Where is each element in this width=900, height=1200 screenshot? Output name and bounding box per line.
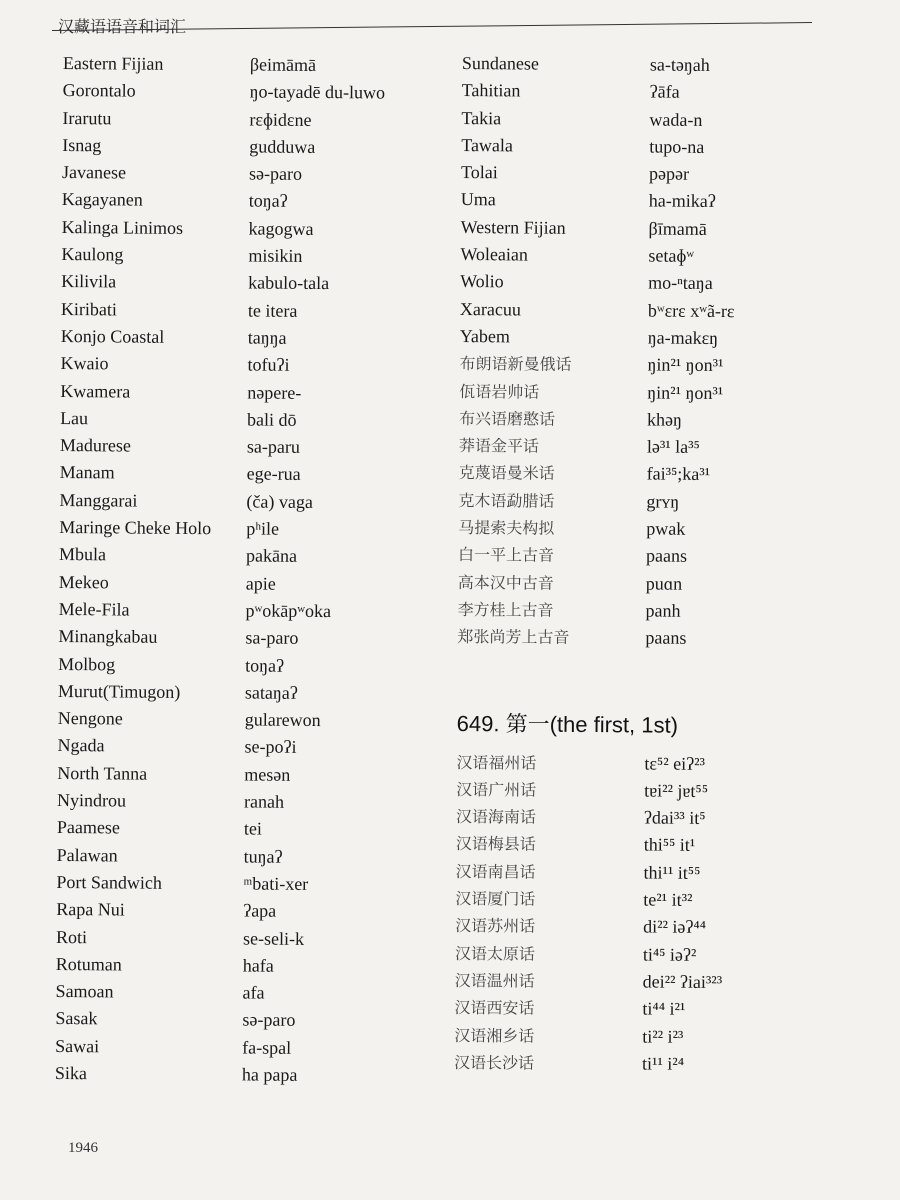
entry-form: khəŋ — [647, 409, 683, 430]
entry-form: gularewon — [244, 709, 321, 731]
entry-language: 莽语金平话 — [458, 436, 539, 456]
entry-language: Kiribati — [60, 298, 118, 320]
entry-language: Madurese — [59, 435, 131, 456]
entry-language: Western Fijian — [460, 216, 566, 238]
entry-row — [458, 487, 733, 516]
entry-form: ᵐbati-xer — [243, 873, 309, 894]
entry-language: 汉语海南话 — [455, 807, 537, 827]
entry-row — [455, 912, 730, 941]
entry-form: sa-təŋah — [649, 54, 710, 75]
entry-form: thi¹¹ it⁵⁵ — [643, 862, 701, 883]
entry-form: nəpere- — [247, 382, 302, 403]
entry-language: Javanese — [61, 162, 127, 183]
entry-form: gudduwa — [249, 136, 316, 157]
entry-row — [60, 378, 383, 408]
entry-row — [55, 1005, 378, 1035]
entry-form: kagogwa — [248, 218, 314, 239]
entry-form: bali dō — [247, 409, 297, 430]
entry-language: Kalinga Linimos — [61, 216, 184, 238]
entry-language: 汉语苏州话 — [455, 916, 536, 936]
entry-form: paans — [645, 545, 688, 567]
entry-row — [57, 787, 380, 817]
entry-row — [63, 50, 386, 80]
entry-language: 高本汉中古音 — [457, 572, 554, 593]
entry-form: mo-ⁿtaŋa — [648, 272, 713, 294]
entry-form: pʷokāpʷoka — [245, 600, 332, 622]
entry-language: 佤语岩帅话 — [459, 381, 540, 402]
entry-form: βīmamā — [648, 218, 707, 239]
entry-form: ʔāfa — [649, 81, 680, 103]
entry-language: Mbula — [58, 544, 107, 565]
entry-row — [458, 569, 733, 598]
entry-language: 汉语广州话 — [456, 779, 537, 800]
entry-language: Konjo Coastal — [60, 325, 165, 347]
entry-language: Mekeo — [58, 571, 109, 593]
entry-row — [459, 459, 734, 488]
entry-language: 汉语太原话 — [454, 943, 535, 964]
entry-language: 汉语湘乡话 — [454, 1025, 535, 1046]
entry-row — [55, 1060, 378, 1090]
entry-language: Woleaian — [460, 244, 529, 265]
entry-language: Murut(Timugon) — [57, 680, 181, 702]
entry-row — [56, 869, 379, 899]
entry-row — [61, 323, 384, 353]
entry-row — [457, 596, 732, 625]
entry-row — [456, 749, 731, 778]
entry-row — [59, 569, 382, 599]
entry-language: Irarutu — [62, 107, 112, 128]
entry-row — [455, 940, 730, 969]
entry-language: Sundanese — [461, 52, 539, 74]
entry-language: 布朗语新曼俄话 — [459, 354, 572, 375]
entry-row — [56, 951, 379, 981]
entry-language: 汉语福州话 — [456, 752, 537, 773]
entry-form: ti⁴⁴ i²¹ — [642, 998, 686, 1019]
entry-language: 克木语勐腊话 — [458, 490, 555, 511]
right-column — [454, 50, 737, 1078]
entry-row — [61, 268, 384, 298]
entry-language: Tahitian — [461, 80, 521, 101]
entry-form: pakāna — [245, 545, 298, 567]
entry-row — [59, 514, 382, 544]
entry-language: Ngada — [57, 735, 105, 756]
entry-form: pəpər — [648, 163, 690, 184]
entry-language: Tawala — [461, 134, 514, 156]
entry-row — [56, 923, 379, 953]
entry-language: Nengone — [57, 708, 123, 729]
running-head: 汉藏语语音和词汇 — [58, 19, 187, 36]
entry-language: Tolai — [460, 162, 498, 183]
entry-form: paans — [645, 627, 687, 649]
entry-language: 汉语南昌话 — [455, 861, 536, 882]
entry-row — [59, 541, 382, 571]
page-number: 1946 — [68, 1140, 98, 1156]
entry-row — [456, 776, 731, 805]
entry-language: Xaracuu — [459, 298, 522, 320]
entry-row — [61, 241, 384, 271]
entry-form: taŋŋa — [247, 327, 287, 348]
entry-language: 汉语厦门话 — [455, 888, 536, 909]
entry-row — [60, 350, 383, 380]
entry-language: Eastern Fijian — [62, 52, 164, 74]
entry-row — [455, 885, 730, 914]
entry-row — [56, 896, 379, 926]
entry-language: 郑张尚芳上古音 — [457, 627, 570, 648]
entry-row — [57, 732, 380, 762]
entry-form: toŋaʔ — [248, 190, 288, 212]
entry-row — [461, 159, 736, 188]
entry-row — [60, 405, 383, 435]
entry-language: Sika — [54, 1062, 88, 1084]
entry-language: 马提索夫构拟 — [458, 518, 555, 538]
entry-language: Isnag — [62, 134, 102, 156]
entry-form: dei²² ʔiai³²³ — [642, 971, 723, 992]
entry-form: thi⁵⁵ it¹ — [643, 834, 696, 856]
entry-form: te²¹ it³² — [643, 889, 693, 910]
entry-row — [462, 50, 737, 79]
entry-row — [455, 967, 730, 996]
entry-form: puɑn — [645, 573, 683, 594]
entry-language: Takia — [461, 107, 502, 128]
entry-form: ranah — [244, 791, 285, 812]
entry-row — [460, 323, 735, 352]
entry-language: Kagayanen — [61, 189, 143, 211]
entry-form: ʔdai³³ it⁵ — [643, 807, 706, 829]
entry-row — [62, 186, 385, 216]
entry-language: Lau — [60, 407, 89, 429]
entry-form: rɛɸidɛne — [249, 109, 312, 130]
entry-form: sa-paro — [245, 627, 299, 649]
section-heading: 649. 第一(the first, 1st) — [456, 710, 679, 738]
entry-row — [460, 214, 735, 243]
entry-row — [61, 214, 384, 244]
entry-form: se-poʔi — [244, 736, 297, 758]
entry-row — [58, 651, 381, 681]
entry-form: fa-spal — [242, 1037, 292, 1058]
entry-form: ŋin²¹ ŋon³¹ — [647, 382, 724, 403]
entry-row — [58, 596, 381, 626]
entry-language: Molbog — [58, 653, 116, 674]
entry-form: te itera — [247, 300, 298, 321]
entry-form: ŋa-makɛŋ — [647, 327, 719, 348]
entry-form: wada-n — [649, 109, 703, 130]
entry-row — [57, 760, 380, 790]
entry-row — [60, 459, 383, 489]
entry-row — [460, 296, 735, 325]
entry-row — [55, 1033, 378, 1063]
entry-row — [60, 432, 383, 462]
entry-language: Samoan — [55, 981, 114, 1002]
entry-language: Palawan — [56, 844, 118, 866]
entry-row — [55, 978, 378, 1008]
section-entry-list — [454, 749, 731, 1079]
entry-language: Rotuman — [55, 953, 122, 975]
entry-language: Rapa Nui — [56, 899, 125, 920]
entry-row — [458, 541, 733, 570]
entry-form: sataŋaʔ — [244, 682, 298, 703]
entry-language: Minangkabau — [58, 626, 158, 647]
entry-language: Manggarai — [59, 489, 138, 511]
entry-language: Wolio — [460, 271, 504, 292]
entry-form: ti¹¹ i²⁴ — [641, 1053, 685, 1074]
entry-language: Mele-Fila — [58, 598, 130, 620]
entry-row — [459, 432, 734, 461]
entry-row — [454, 1021, 729, 1050]
entry-form: ti²² i²³ — [642, 1025, 684, 1047]
entry-language: Port Sandwich — [56, 871, 163, 893]
entry-row — [457, 623, 732, 652]
entry-form: mesən — [244, 764, 291, 785]
entry-form: setaɸʷ — [648, 245, 695, 266]
entry-form: ŋo-tayadē du-luwo — [249, 81, 386, 103]
entry-form: se-seli-k — [242, 927, 305, 949]
entry-row — [62, 132, 385, 162]
entry-form: toŋaʔ — [245, 654, 285, 676]
entry-language: Kilivila — [61, 271, 117, 292]
entry-row — [57, 842, 380, 872]
entry-language: Kwaio — [60, 353, 109, 374]
entry-language: 汉语西安话 — [454, 998, 535, 1018]
entry-form: tɛ⁵² eiʔ²³ — [644, 752, 705, 774]
entry-language: 白一平上古音 — [457, 545, 555, 566]
entry-form: tuŋaʔ — [243, 846, 283, 867]
entry-form: pwak — [646, 518, 686, 539]
entry-row — [61, 296, 384, 326]
entry-form: ha-mikaʔ — [648, 190, 716, 212]
entry-form: ʔapa — [243, 900, 277, 921]
entry-form: apie — [245, 573, 276, 594]
entry-form: grʏŋ — [646, 491, 680, 512]
entry-row — [462, 77, 737, 106]
entry-form: ti⁴⁵ iəʔ² — [642, 944, 697, 965]
entry-form: hafa — [242, 955, 274, 976]
entry-language: Kaulong — [61, 244, 124, 265]
entry-row — [461, 105, 736, 134]
entry-form: tupo-na — [649, 136, 705, 157]
entry-row — [58, 623, 381, 653]
entry-form: bʷɛrɛ xʷã-rɛ — [647, 300, 735, 321]
entry-language: Uma — [460, 189, 496, 210]
entry-form: sa-paru — [246, 436, 300, 458]
entry-form: pʰile — [246, 518, 280, 539]
entry-form: afa — [242, 982, 265, 1003]
entry-row — [456, 803, 731, 832]
entry-row — [59, 487, 382, 517]
entry-row — [454, 1049, 729, 1078]
entry-language: Manam — [59, 462, 115, 483]
entry-row — [458, 514, 733, 543]
entry-form: panh — [645, 600, 681, 621]
entry-row — [454, 994, 729, 1023]
entry-row — [459, 378, 734, 407]
entry-language: Sawai — [55, 1035, 100, 1057]
entry-row — [461, 186, 736, 215]
entry-row — [460, 268, 735, 297]
left-column — [55, 50, 386, 1090]
entry-form: (ča) vaga — [246, 491, 313, 512]
entry-row — [63, 77, 386, 107]
entry-form: di²² iəʔ⁴⁴ — [643, 916, 707, 938]
entry-language: 布兴语磨憨话 — [459, 408, 556, 429]
right-entry-list — [457, 50, 736, 653]
entry-language: 汉语梅县话 — [455, 834, 536, 855]
entry-row — [460, 241, 735, 270]
entry-form: misikin — [248, 245, 303, 266]
entry-language: Sasak — [55, 1008, 98, 1029]
entry-form: tɐi²² jɐt⁵⁵ — [644, 780, 709, 801]
entry-form: tofuʔi — [247, 354, 290, 376]
entry-form: sə-paro — [242, 1009, 296, 1031]
entry-form: βeimāmā — [249, 54, 317, 75]
entry-language: Roti — [55, 926, 88, 947]
entry-language: Maringe Cheke Holo — [59, 517, 212, 539]
entry-row — [58, 705, 381, 735]
entry-row — [461, 132, 736, 161]
entry-row — [57, 814, 380, 844]
entry-language: Kwamera — [60, 380, 131, 402]
entry-form: sə-paro — [248, 163, 303, 185]
entry-form: lə³¹ la³⁵ — [646, 436, 700, 458]
entry-row — [62, 159, 385, 189]
entry-form: kabulo-tala — [248, 272, 330, 294]
entry-language: Gorontalo — [62, 80, 136, 101]
entry-form: ŋin²¹ ŋon³¹ — [647, 354, 724, 376]
entry-language: 汉语长沙话 — [453, 1052, 535, 1073]
entry-language: North Tanna — [57, 762, 148, 784]
entry-language: Nyindrou — [57, 789, 127, 811]
entry-form: ege-rua — [246, 463, 301, 485]
entry-language: Yabem — [459, 325, 511, 347]
entry-row — [58, 678, 381, 708]
entry-language: 李方桂上古音 — [457, 599, 554, 620]
entry-row — [455, 858, 730, 887]
entry-row — [456, 830, 731, 859]
entry-row — [62, 105, 385, 135]
entry-form: tei — [243, 818, 262, 839]
entry-language: Paamese — [56, 817, 120, 838]
entry-row — [459, 350, 734, 379]
entry-language: 克蔑语曼米话 — [458, 463, 555, 484]
entry-row — [459, 405, 734, 434]
entry-language: 汉语温州话 — [454, 970, 535, 991]
entry-form: ha papa — [241, 1064, 298, 1085]
entry-form: fai³⁵;ka³¹ — [646, 463, 711, 485]
